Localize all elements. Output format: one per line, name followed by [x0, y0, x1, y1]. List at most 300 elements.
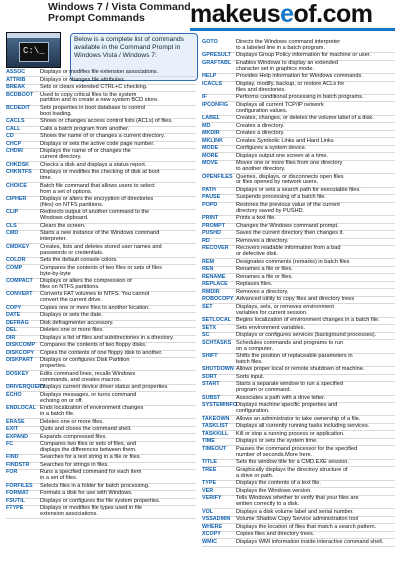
command-row	[6, 106, 196, 118]
command-name: SC	[202, 332, 210, 339]
command-description: Displays or sets the date.	[40, 312, 103, 319]
command-row	[6, 170, 196, 182]
command-description: Shifts the position of replaceable parameters in batch files.	[236, 353, 353, 365]
command-name: SETLOCAL	[202, 317, 232, 324]
command-name: DATE	[6, 312, 21, 319]
command-row	[6, 336, 196, 342]
command-row	[202, 195, 395, 201]
command-name: CLS	[6, 222, 17, 229]
command-name: TIMEOUT	[202, 445, 227, 452]
command-description: Sets the default console colors.	[40, 257, 118, 264]
command-name: CD	[6, 133, 14, 140]
command-name: RECOVER	[202, 245, 229, 252]
command-name: MODE	[202, 145, 219, 152]
command-row	[6, 197, 196, 209]
command-name: BREAK	[6, 84, 26, 90]
command-description: Shows the name of or changes a current directory.	[40, 133, 165, 140]
command-row	[202, 216, 395, 222]
command-row	[202, 447, 395, 459]
command-description: Redirects output of another command to the Windows clipboard.	[40, 209, 150, 222]
command-description: Tells Windows whether to verify that your files are written correctly to a disk.	[236, 495, 359, 507]
command-name: FIND	[6, 454, 19, 461]
command-description: Sets the window title for a CMD.EXE session.	[236, 459, 349, 466]
command-description: Displays or modifies the checking of disk at boot time.	[40, 169, 160, 182]
command-description: Sets properties in boot database to control boot loading.	[40, 104, 146, 117]
command-description: Displays or configures services (background processes).	[236, 332, 377, 339]
command-description: Begins localization of environment changes in a batch file.	[236, 317, 380, 324]
terminal-window-decoration: C:\_	[19, 42, 49, 62]
command-name: RENAME	[202, 273, 226, 280]
command-name: RMDIR	[202, 288, 220, 295]
command-row	[202, 496, 395, 508]
command-name: LABEL	[202, 115, 220, 122]
command-row	[6, 231, 196, 243]
command-name: HELP	[202, 73, 217, 80]
command-description: Prints a text file.	[236, 215, 276, 222]
command-row	[202, 275, 395, 281]
command-row	[202, 403, 395, 415]
command-row	[202, 517, 395, 523]
command-description: Selects files in a folder for batch processing.	[40, 482, 150, 489]
command-description: Kill or stop a running process or application.	[236, 430, 345, 437]
command-row	[6, 163, 196, 169]
command-name: CMD	[6, 230, 19, 237]
command-name: CONVERT	[6, 291, 33, 298]
command-row	[202, 297, 395, 303]
command-row	[6, 266, 196, 278]
command-row	[6, 484, 196, 490]
command-name: COMPACT	[6, 278, 33, 285]
command-name: SHUTDOWN	[202, 366, 234, 373]
command-row	[202, 290, 395, 296]
command-description: Schedules commands and programs to run on a computer.	[236, 339, 343, 352]
command-row	[202, 231, 395, 237]
command-name: FINDSTR	[6, 461, 30, 468]
command-row	[202, 246, 395, 258]
command-description: Creates a directory.	[236, 130, 285, 137]
command-name: TREE	[202, 466, 217, 473]
command-description: Graphically displays the directory structure of a drive or path.	[236, 466, 348, 479]
command-description: Displays output one screen at a time.	[236, 152, 329, 159]
command-row	[202, 326, 395, 332]
intro-callout: Below is a complete list of commands available in the Command Prompt in Windows Vista / Windows 7:	[70, 33, 198, 81]
command-row	[202, 154, 395, 160]
command-description: Expands compressed files.	[40, 433, 107, 440]
command-name: DIR	[6, 334, 16, 341]
command-row	[6, 385, 196, 391]
command-name: COPY	[6, 304, 22, 311]
command-description: Allows proper local or remote shutdown of machine.	[236, 366, 365, 373]
command-name: CMDKEY	[6, 243, 30, 250]
command-description: Creates, lists and deletes stored user names and passwords or credentials.	[40, 243, 162, 256]
command-name: SORT	[202, 373, 217, 380]
command-name: SCHTASKS	[202, 339, 232, 346]
command-row	[202, 333, 395, 339]
logo-part-2: e	[280, 0, 294, 28]
command-description: Pauses the command processor for the specified number of seconds.More here.	[236, 445, 358, 458]
command-description: Displays the name of or changes the current directory.	[40, 148, 131, 161]
command-row	[6, 358, 196, 370]
command-row	[6, 85, 196, 91]
command-row	[202, 260, 395, 266]
command-name: EXPAND	[6, 433, 29, 440]
command-name: GOTO	[202, 39, 218, 45]
logo-part-3: of	[293, 0, 317, 28]
command-name: CLIP	[6, 209, 19, 216]
command-row	[6, 70, 196, 76]
logo-underline	[190, 28, 395, 31]
command-description: Changes the Windows command prompt.	[236, 222, 339, 229]
command-description: Displays the Windows version.	[236, 487, 312, 494]
command-name: SUBST	[202, 394, 221, 401]
command-name: ENDLOCAL	[6, 405, 36, 412]
command-name: CHDIR	[6, 148, 24, 155]
command-description: Formats a disk for use with Windows.	[40, 490, 133, 497]
command-description: Sets or clears extended CTRL+C checking.	[40, 84, 148, 90]
command-description: Deletes one or more files.	[40, 418, 104, 425]
command-row	[6, 142, 196, 148]
command-description: Compares the contents of two files or sets of files byte-by-byte	[40, 264, 162, 277]
command-row	[202, 417, 395, 423]
command-row	[202, 203, 395, 215]
command-name: WHERE	[202, 523, 223, 530]
command-name: ECHO	[6, 391, 22, 398]
command-row	[202, 146, 395, 152]
command-description: Sets environment variables.	[236, 324, 306, 331]
command-description: Moves one or more files from one directory to another directory.	[236, 160, 343, 173]
command-description: Displays all currently running tasks including services.	[236, 423, 370, 430]
command-row	[6, 224, 196, 230]
command-description: Displays a list of files and subdirectories in a directory.	[40, 334, 174, 341]
command-description: Displays or configures the file system properties.	[40, 497, 161, 504]
command-name: ROBOCOPY	[202, 296, 234, 303]
makeuseof-logo	[190, 2, 395, 26]
command-row	[202, 481, 395, 487]
command-name: FSUTIL	[6, 497, 25, 504]
command-name: DISKCOMP	[6, 342, 36, 349]
command-name: CHCP	[6, 140, 22, 147]
command-row	[202, 424, 395, 430]
command-description: Provides Help information for Windows commands.	[236, 73, 363, 80]
command-name: PROMPT	[202, 222, 226, 229]
command-row	[202, 239, 395, 245]
command-row	[202, 341, 395, 353]
command-name: TASKKILL	[202, 430, 229, 437]
command-description: Deletes one or more files.	[40, 327, 104, 334]
command-row	[6, 245, 196, 257]
right-command-column	[202, 40, 395, 547]
command-name: FC	[6, 441, 14, 447]
command-description: Queries, displays, or disconnects open files or files opened by network users.	[236, 173, 344, 186]
command-row	[6, 93, 196, 105]
command-row	[202, 131, 395, 137]
command-description: Enables Windows to display an extended character set in graphics mode.	[236, 59, 338, 72]
command-name: VER	[202, 487, 214, 494]
command-row	[202, 53, 395, 59]
command-description: Displays Group Policy information for machine or user.	[236, 52, 371, 59]
command-row	[6, 470, 196, 482]
title-line-2: Prompt Commands	[48, 12, 145, 24]
command-row	[202, 124, 395, 130]
command-name: TITLE	[202, 459, 217, 466]
command-name: MKDIR	[202, 130, 220, 137]
command-row	[6, 427, 196, 433]
command-description: Batch file command that allows users to select from a set of options.	[40, 182, 155, 195]
command-name: ASSOC	[6, 69, 26, 75]
command-row	[202, 396, 395, 402]
command-name: IPCONFIG	[202, 101, 229, 108]
command-description: Compares two files or sets of files, and displays the differences between them.	[40, 441, 137, 453]
command-row	[6, 184, 196, 196]
command-name: FORMAT	[6, 490, 29, 497]
command-description: Associates a path with a drive letter.	[236, 394, 326, 401]
command-description: Renames a file or files.	[236, 273, 293, 280]
command-description: Creates, changes, or deletes the volume label of a disk.	[236, 115, 374, 122]
command-description: Renames a file or files.	[236, 266, 293, 273]
command-name: GRAFTABL	[202, 59, 232, 66]
command-row	[202, 305, 395, 317]
command-description: Clears the screen.	[40, 222, 86, 229]
command-row	[202, 175, 395, 187]
command-description: Performs conditional processing in batch programs.	[236, 94, 364, 101]
command-name: COLOR	[6, 257, 26, 264]
command-name: REPLACE	[202, 281, 228, 288]
command-name: OPENFILES	[202, 173, 233, 180]
command-description: Directs the Windows command interpreter to a labeled line in a batch program.	[236, 39, 341, 51]
command-name: CIPHER	[6, 196, 27, 203]
command-name: DRIVERQUERY	[6, 384, 46, 391]
command-row	[6, 420, 196, 426]
command-name: CHKNTFS	[6, 169, 32, 176]
command-row	[6, 393, 196, 405]
logo-part-4: .com	[316, 0, 373, 28]
command-description: Displays the contents of a text file.	[236, 480, 321, 487]
command-description: Displays or configures Disk Partition properties.	[40, 357, 130, 370]
command-row	[6, 506, 196, 518]
command-row	[202, 95, 395, 101]
command-row	[202, 74, 395, 80]
command-row	[202, 367, 395, 373]
command-row	[6, 406, 196, 418]
command-name: SYSTEMINFO	[202, 402, 238, 409]
command-description: Displays a disk volume label and serial number.	[236, 508, 354, 515]
row-divider	[6, 518, 196, 519]
command-name: TAKEOWN	[202, 415, 230, 422]
command-name: VSSADMIN	[202, 516, 231, 522]
command-description: Displays, sets, or removes environment variables for current session.	[236, 303, 334, 316]
command-name: DISKPART	[6, 357, 34, 364]
command-name: TYPE	[202, 480, 217, 487]
command-row	[202, 468, 395, 480]
command-description: Calls a batch program from another.	[40, 125, 130, 132]
command-row	[202, 460, 395, 466]
command-row	[6, 279, 196, 291]
command-row	[6, 119, 196, 125]
command-row	[6, 491, 196, 497]
command-row	[202, 161, 395, 173]
command-description: Displays or alters the encryption of directories (files) on NTFS partitions.	[40, 196, 154, 208]
command-name: WMIC	[202, 538, 217, 545]
command-description: Edits command lines, recalls Windows commands, and creates macros.	[40, 370, 136, 383]
command-description: Advanced utility to copy files and directory trees	[236, 296, 355, 303]
command-name: POPD	[202, 201, 218, 208]
command-name: MKLINK	[202, 137, 223, 144]
command-row	[6, 78, 196, 84]
command-row	[202, 532, 395, 538]
command-name: CACLS	[6, 118, 25, 125]
command-description: Displays machine specific properties and configuration.	[236, 402, 338, 415]
command-description: Displays or modifies file extension associations.	[40, 69, 159, 75]
command-name: IF	[202, 94, 207, 101]
command-description: Displays the location of files that match a search pattern.	[236, 523, 377, 530]
command-description: Recovers readable information from a bad or defective disk.	[236, 245, 341, 258]
command-row	[6, 499, 196, 505]
command-description: Displays or sets a search path for executable files.	[236, 186, 361, 193]
command-name: FTYPE	[6, 505, 24, 512]
command-description: Compares the contents of two floppy disks.	[40, 342, 147, 349]
command-description: Starts a new instance of the Windows command interpreter.	[40, 230, 160, 243]
page-title	[48, 2, 191, 24]
command-description: Displays or sets the active code page number.	[40, 140, 155, 147]
command-row	[202, 40, 395, 52]
command-description: Suspends processing of a batch file.	[236, 194, 326, 201]
command-description: Removes a directory.	[236, 288, 289, 295]
command-row	[6, 127, 196, 133]
command-prompt-icon	[6, 32, 61, 68]
command-name: SET	[202, 303, 213, 310]
command-description: Configures a system device.	[236, 145, 307, 152]
command-description: Displays or changes file attributes.	[40, 76, 126, 83]
command-name: PAUSE	[202, 194, 221, 201]
command-description: Creates a directory.	[236, 122, 285, 129]
command-row	[202, 354, 395, 366]
command-name: BCDBOOT	[6, 91, 34, 98]
command-description: Saves the current directory then changes it.	[236, 230, 344, 237]
command-row	[6, 463, 196, 469]
command-description: Displays or alters the compression of files on NTFS partitions.	[40, 278, 132, 290]
command-row	[202, 525, 395, 531]
command-row	[202, 139, 395, 145]
command-row	[6, 435, 196, 441]
command-row	[202, 267, 395, 273]
command-name: VOL	[202, 508, 214, 515]
command-name: VERIFY	[202, 495, 222, 502]
command-name: MORE	[202, 152, 219, 159]
row-divider	[202, 546, 395, 547]
command-description: Disk defragmenter accessory.	[40, 319, 114, 326]
command-description: Displays or sets the system time.	[236, 438, 318, 445]
title-line-1: Windows 7 / Vista Command	[48, 1, 191, 13]
command-name: DEFRAG	[6, 319, 29, 326]
command-name: REN	[202, 266, 214, 273]
command-description: Restores the previous value of the current directory saved by PUSHD.	[236, 201, 340, 214]
command-row	[6, 328, 196, 334]
command-row	[6, 351, 196, 357]
command-name: ICACLS	[202, 80, 223, 87]
command-description: Quits and closes the command shell.	[40, 426, 132, 432]
command-description: Designates comments (remarks) in batch files	[236, 258, 350, 265]
command-row	[202, 82, 395, 94]
command-description: Displays messages, or turns command echoing on or off.	[40, 391, 137, 404]
command-row	[6, 306, 196, 312]
command-row	[202, 116, 395, 122]
command-description: Displays all current TCP/IP network configuration values.	[236, 101, 324, 114]
command-description: Removes a directory.	[236, 237, 289, 244]
command-description: Replaces files.	[236, 281, 273, 288]
command-row	[6, 134, 196, 140]
command-row	[202, 375, 395, 381]
command-row	[6, 149, 196, 161]
command-row	[202, 318, 395, 324]
command-row	[202, 282, 395, 288]
command-description: Display, modify, backup, or restore ACLs for files and directories.	[236, 80, 345, 93]
command-description: Converts FAT volumes to NTFS. You cannot convert the current drive.	[40, 291, 150, 304]
command-name: DOSKEY	[6, 370, 29, 377]
command-name: DEL	[6, 327, 17, 334]
command-description: Shows or changes access control lists (ACLs) of files.	[40, 118, 173, 125]
command-row	[202, 103, 395, 115]
command-name: COMP	[6, 264, 23, 271]
command-name: CALL	[6, 125, 21, 132]
command-row	[6, 442, 196, 454]
command-name: MD	[202, 122, 211, 129]
command-description: Allows an administrator to take ownership of a file.	[236, 415, 361, 422]
command-name: EXIT	[6, 426, 18, 432]
command-name: PATH	[202, 186, 216, 193]
command-row	[202, 382, 395, 394]
command-row	[6, 321, 196, 327]
command-name: SETX	[202, 324, 217, 331]
command-name: MOVE	[202, 160, 218, 167]
command-name: TIME	[202, 438, 215, 445]
command-description: Starts a separate window to run a specified program or command.	[236, 381, 343, 394]
command-description: Creates Symbolic Links and Hard Links	[236, 137, 334, 144]
command-name: TASKLIST	[202, 423, 228, 430]
left-command-column	[6, 70, 196, 520]
command-name: CHKDSK	[6, 161, 30, 168]
command-name: BCDEDIT	[6, 104, 30, 111]
command-name: START	[202, 381, 220, 388]
window-titlebar-decoration	[7, 33, 60, 38]
command-row	[202, 489, 395, 495]
command-description: Displays current device driver status and properties.	[40, 384, 169, 391]
command-description: Searches for a text string in a file or files.	[40, 454, 142, 461]
command-description: Used to copy critical files to the system partition and to create a new system BCD store.	[40, 91, 159, 104]
command-name: PRINT	[202, 215, 219, 222]
command-row	[6, 210, 196, 222]
command-row	[6, 258, 196, 264]
command-row	[202, 61, 395, 73]
command-row	[202, 188, 395, 194]
command-name: ATTRIB	[6, 76, 26, 83]
command-row	[6, 455, 196, 461]
command-name: PUSHD	[202, 230, 221, 237]
command-name: ERASE	[6, 418, 25, 425]
command-description: Copies one or more files to another location.	[40, 304, 150, 311]
command-name: DISKCOPY	[6, 349, 35, 356]
command-description: Checks a disk and displays a status report.	[40, 161, 147, 168]
command-row	[6, 343, 196, 349]
command-name: RD	[202, 237, 210, 244]
command-row	[6, 372, 196, 384]
command-description: Copies the contents of one floppy disk to another.	[40, 349, 163, 356]
command-name: FORFILES	[6, 482, 33, 489]
command-name: CHOICE	[6, 182, 27, 189]
command-description: Sorts input.	[236, 373, 265, 380]
command-name: XCOPY	[202, 531, 221, 537]
command-name: GPRESULT	[202, 52, 231, 59]
command-row	[202, 224, 395, 230]
